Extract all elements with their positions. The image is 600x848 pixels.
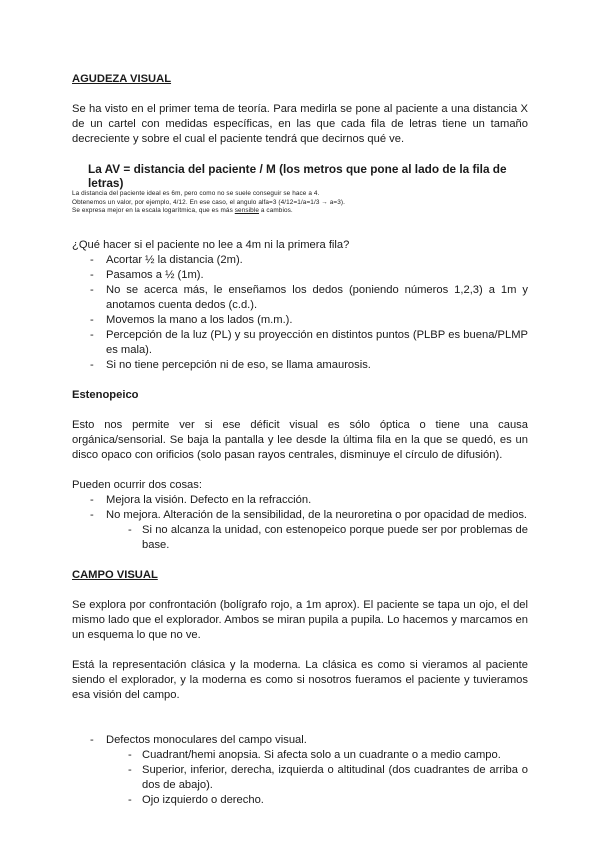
list-item: - Si no tiene percepción ni de eso, se llama amaurosis. <box>72 358 528 373</box>
list-item: - Mejora la visión. Defecto en la refracción. <box>72 493 528 508</box>
list-item <box>72 508 528 553</box>
list-item: - Percepción de la luz (PL) y su proyección en distintos puntos (PLBP es buena/PLMP es mala). <box>72 328 528 358</box>
campo-defects-list <box>72 733 528 808</box>
list-item: - Superior, inferior, derecha, izquierda o altitudinal (dos cuadrantes de arriba o dos de abajo). <box>106 763 528 793</box>
campo-text-1: Se explora por confrontación (bolígrafo rojo, a 1m aprox). El paciente se tapa un ojo, el del mismo lado que el explorador. Ambos se miran pupila a pupila. Lo hacemos y marcamos en un esquema lo que no ve. <box>72 598 528 641</box>
document-page <box>72 72 528 823</box>
formula-note-3-underlined: sensible <box>234 207 260 214</box>
list-item: - Acortar ½ la distancia (2m). <box>72 253 528 268</box>
list-item: - Si no alcanza la unidad, con estenopeico porque puede ser por problemas de base. <box>106 523 528 553</box>
estenopeico-text: Esto nos permite ver si ese déficit visual es sólo óptica o tiene una causa orgánica/sensorial. Se baja la pantalla y lee desde la última fila en la que se quedó, es un disco opaco con orificios (solo pasan rayos centrales, disminuye el círculo de difusión). <box>72 418 528 461</box>
agudeza-intro: Se ha visto en el primer tema de teoría. Para medirla se pone al paciente a una distancia X de un cartel con medidas específicas, en las que cada fila de letras tiene un tamaño decreciente y sobre el cual el paciente tendrá que decirnos qué ve. <box>72 103 528 145</box>
case-2-text: No mejora. Alteración de la sensibilidad, de la neuroretina o por opacidad de medios. <box>106 508 528 521</box>
formula-note-1: La distancia del paciente ideal es 6m, pero como no se suele conseguir se hace a 4. <box>72 190 320 197</box>
estenopeico-cases-intro: Pueden ocurrir dos cosas: <box>72 478 202 491</box>
formula-note-3 <box>72 207 528 216</box>
case-2-sublist <box>106 523 528 553</box>
list-item: - Movemos la mano a los lados (m.m.). <box>72 313 528 328</box>
formula-note-3-pre: Se expresa mejor en la escala logarítmica, que es más <box>72 207 235 214</box>
av-formula: La AV = distancia del paciente / M (los metros que pone al lado de la fila de letras) <box>88 162 507 190</box>
list-item <box>72 733 528 808</box>
estenopeico-cases-list <box>72 493 528 553</box>
formula-notes <box>72 190 528 216</box>
defects-sublist <box>106 748 528 808</box>
section-title-campo: CAMPO VISUAL <box>72 568 158 581</box>
section-title-estenopeico: Estenopeico <box>72 388 139 401</box>
formula-note-2: Obtenemos un valor, por ejemplo, 4/12. En ese caso, el angulo alfa=3 (4/12=1/a=1/3 → a=3). <box>72 198 345 206</box>
agudeza-steps-list <box>72 253 528 373</box>
campo-text-2: Está la representación clásica y la moderna. La clásica es como si vieramos al paciente siendo el explorador, y la moderna es como si nosotros fueramos el paciente y tuvieramos esa visión del campo. <box>72 658 528 701</box>
defects-title: Defectos monoculares del campo visual. <box>106 733 307 746</box>
list-item: - Pasamos a ½ (1m). <box>72 268 528 283</box>
spacer <box>72 718 528 733</box>
agudeza-question: ¿Qué hacer si el paciente no lee a 4m ni la primera fila? <box>72 238 350 251</box>
section-title-agudeza: AGUDEZA VISUAL <box>72 73 172 85</box>
list-item: - Cuadrant/hemi anopsia. Si afecta solo a un cuadrante o a medio campo. <box>106 748 528 763</box>
list-item: - Ojo izquierdo o derecho. <box>106 793 528 808</box>
formula-note-3-post: a cambios. <box>259 207 293 214</box>
list-item: - No se acerca más, le enseñamos los dedos (poniendo números 1,2,3) a 1m y anotamos cuenta dedos (c.d.). <box>72 283 528 313</box>
